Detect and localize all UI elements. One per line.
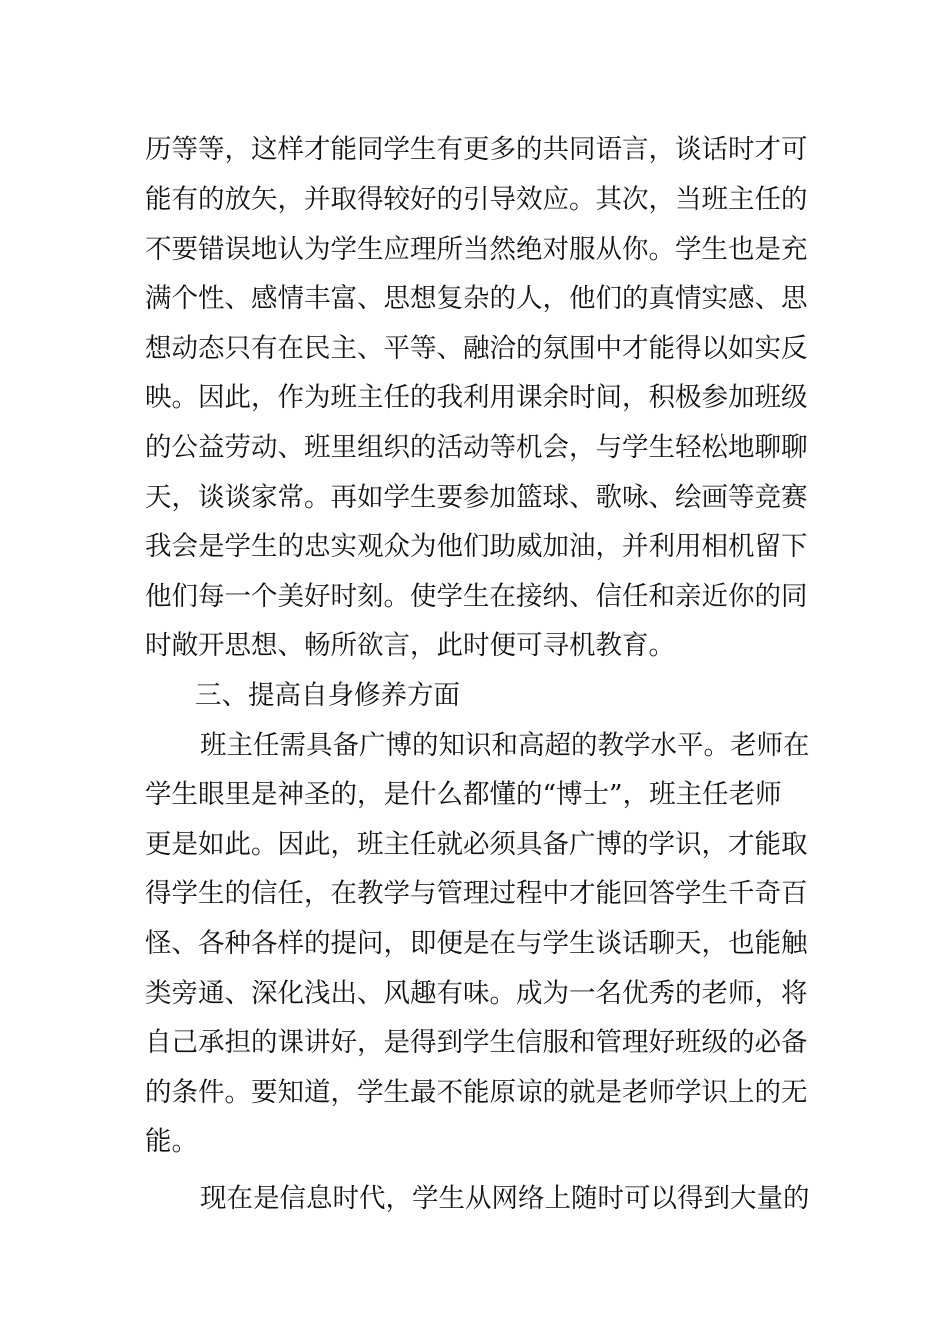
- text-line: 的条件。要知道，学生最不能原谅的就是老师学识上的无: [145, 1077, 808, 1108]
- text-line: 天，谈谈家常。再如学生要参加篮球、歌咏、绘画等竞赛: [145, 482, 808, 513]
- text-line: 不要错误地认为学生应理所当然绝对服从你。学生也是充: [145, 234, 808, 265]
- text-line: 映。因此，作为班主任的我利用课余时间，积极参加班级: [145, 382, 808, 413]
- text-line: 历等等，这样才能同学生有更多的共同语言，谈话时才可: [145, 134, 808, 165]
- text-line: 班主任需具备广博的知识和高超的教学水平。老师在: [200, 730, 810, 761]
- text-line: 想动态只有在民主、平等、融洽的氛围中才能得以如实反: [145, 333, 808, 364]
- text-line: 怪、各种各样的提问，即便是在与学生谈话聊天，也能触: [145, 928, 808, 959]
- text-line: 学生眼里是神圣的，是什么都懂的“博士”，班主任老师: [145, 779, 782, 810]
- text-line: 能。: [145, 1126, 198, 1157]
- text-line: 自己承担的课讲好，是得到学生信服和管理好班级的必备: [145, 1027, 808, 1058]
- text-line: 他们每一个美好时刻。使学生在接纳、信任和亲近你的同: [145, 581, 808, 612]
- text-line: 类旁通、深化浅出、风趣有味。成为一名优秀的老师，将: [145, 978, 808, 1009]
- text-line: 能有的放矢，并取得较好的引导效应。其次，当班主任的: [145, 184, 808, 215]
- text-line: 满个性、感情丰富、思想复杂的人，他们的真情实感、思: [145, 283, 808, 314]
- text-line: 的公益劳动、班里组织的活动等机会，与学生轻松地聊聊: [145, 432, 808, 463]
- text-line: 得学生的信任，在教学与管理过程中才能回答学生千奇百: [145, 878, 808, 909]
- text-line: 我会是学生的忠实观众为他们助威加油，并利用相机留下: [145, 531, 808, 562]
- text-line: 现在是信息时代，学生从网络上随时可以得到大量的: [200, 1183, 810, 1214]
- section-heading: 三、提高自身修养方面: [195, 680, 460, 711]
- text-line: 时敞开思想、畅所欲言，此时便可寻机教育。: [145, 630, 675, 661]
- text-line: 更是如此。因此，班主任就必须具备广博的学识，才能取: [145, 829, 808, 860]
